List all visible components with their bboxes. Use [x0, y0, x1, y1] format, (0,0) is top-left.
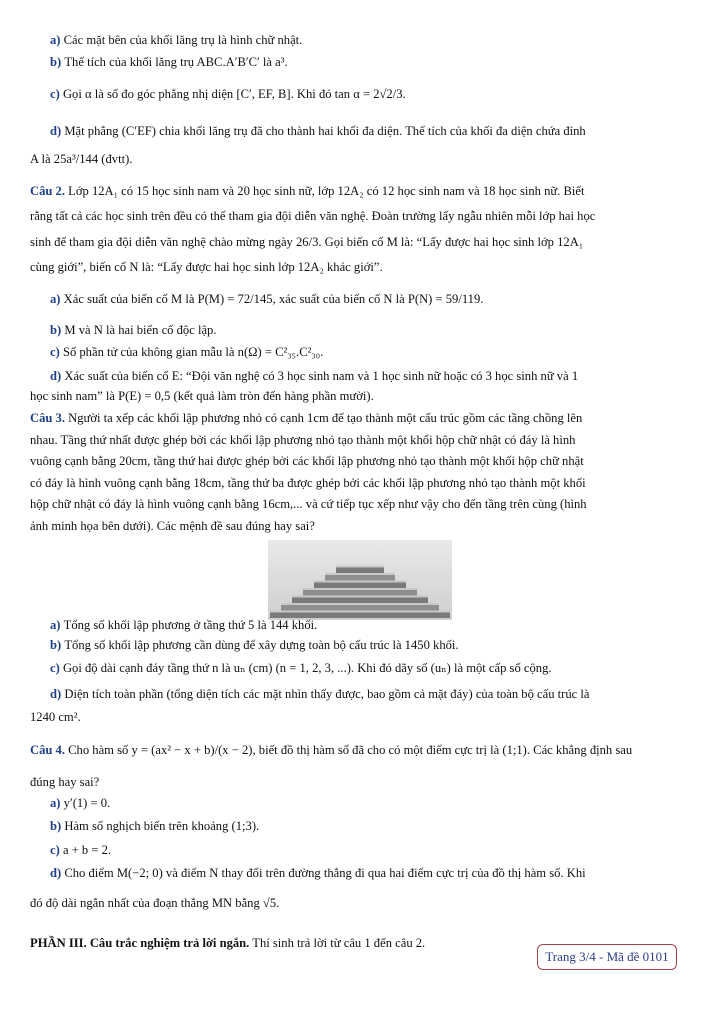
- q3-stem-line2: nhau. Tầng thứ nhất được ghép bởi các khối lập phương nhỏ tạo thành một khối hộp chữ nhật có đáy là hình: [30, 433, 576, 447]
- q2-item-d-cont: học sinh nam” là P(E) = 0,5 (kết quả làm tròn đến hàng phần mười).: [30, 389, 374, 403]
- q2-stem-line2: rằng tất cả các học sinh trên đều có thể tham gia đội diễn văn nghệ. Đoàn trường lấy ngẫu nhiên mỗi lớp hai học: [30, 209, 596, 223]
- q3-item-c: c) Gọi độ dài cạnh đáy tầng thứ n là uₙ (cm) (n = 1, 2, 3, ...). Khi đó dãy số (uₙ) là một cấp số cộng.: [50, 661, 552, 675]
- q2-stem-line4: cùng giới”, biến cố N là: “Lấy được hai học sinh lớp 12A₂ khác giới”.: [30, 260, 383, 274]
- q1-item-b: b) Thể tích của khối lăng trụ ABC.A′B′C′ là a³.: [50, 55, 288, 69]
- q1-item-d: d) Mặt phẳng (C′EF) chia khối lăng trụ đã cho thành hai khối đa diện. Thể tích của khối đa diện chứa đỉnh: [50, 124, 586, 138]
- pyramid-step-top: [303, 588, 417, 590]
- q3-stem-line5: hộp chữ nhật có đáy là hình vuông cạnh bằng 16cm,... và cứ tiếp tục xếp như vậy cho đến tầng trên cùng (hình: [30, 497, 587, 511]
- q3-item-d: d) Diện tích toàn phần (tổng diện tích các mặt nhìn thấy được, bao gồm cả mặt đáy) của toàn bộ cấu trúc là: [50, 687, 590, 701]
- q4-item-c: c) a + b = 2.: [50, 843, 112, 857]
- q4-item-d-cont: đó độ dài ngắn nhất của đoạn thẳng MN bằng √5.: [30, 896, 280, 910]
- page-number-badge: Trang 3/4 - Mã đề 0101: [537, 944, 677, 970]
- q2-item-d: d) Xác suất của biến cố E: “Đội văn nghệ có 3 học sinh nam và 1 học sinh nữ hoặc có 3 học sinh nữ và 1: [50, 369, 579, 383]
- q3-stem-line4: có đáy là hình vuông cạnh bằng 18cm, tầng thứ ba được ghép bởi các khối lập phương nhỏ tạo thành một khối: [30, 476, 586, 490]
- pyramid-step-top: [336, 566, 384, 568]
- q3-stem-line1: Câu 3. Người ta xếp các khối lập phương nhỏ có cạnh 1cm để tạo thành một cấu trúc gồm các tầng chồng lên: [30, 411, 583, 425]
- pyramid-step-top: [325, 573, 395, 575]
- q4-item-d: d) Cho điểm M(−2; 0) và điểm N thay đổi trên đường thẳng đi qua hai điểm cực trị của đồ thị hàm số. Khi: [50, 866, 586, 880]
- stepped-pyramid-figure: [268, 540, 452, 620]
- pyramid-step-top: [270, 611, 450, 613]
- q2-item-c: c) Số phần tử của không gian mẫu là n(Ω) = C²₃₅.C²₃₀.: [50, 345, 324, 359]
- q4-item-a: a) y′(1) = 0.: [50, 796, 111, 810]
- q2-item-a: a) Xác suất của biến cố M là P(M) = 72/145, xác suất của biến cố N là P(N) = 59/119.: [50, 292, 484, 306]
- q3-stem-line6: ảnh minh họa bên dưới). Các mệnh đề sau đúng hay sai?: [30, 519, 315, 533]
- pyramid-step-top: [292, 596, 428, 598]
- q1-item-d-cont: A là 25a³/144 (đvtt).: [30, 152, 133, 166]
- q4-stem-line2: đúng hay sai?: [30, 775, 100, 789]
- q4-stem-line1: Câu 4. Cho hàm số y = (ax² − x + b)/(x − 2), biết đồ thị hàm số đã cho có một điểm cực trị là (1;1). Các khẳng định sau: [30, 743, 633, 757]
- q4-item-b: b) Hàm số nghịch biến trên khoảng (1;3).: [50, 819, 260, 833]
- pyramid-step-top: [314, 581, 406, 583]
- q2-item-b: b) M và N là hai biến cố độc lập.: [50, 323, 217, 337]
- pyramid-step-top: [281, 603, 439, 605]
- part3-heading: PHẦN III. Câu trắc nghiệm trả lời ngắn. Thí sinh trả lời từ câu 1 đến câu 2.: [30, 936, 426, 950]
- q3-item-a: a) Tổng số khối lập phương ở tầng thứ 5 là 144 khối.: [50, 618, 318, 632]
- q2-stem-line3: sinh để tham gia đội diễn văn nghệ chào mừng ngày 26/3. Gọi biến cố M là: “Lấy được hai học sinh lớp 12A₁: [30, 235, 584, 249]
- q3-item-b: b) Tổng số khối lập phương cần dùng để xây dựng toàn bộ cấu trúc là 1450 khối.: [50, 638, 459, 652]
- q2-stem-line1: Câu 2. Lớp 12A₁ có 15 học sinh nam và 20 học sinh nữ, lớp 12A₂ có 12 học sinh nam và 18 học sinh nữ. Biết: [30, 184, 585, 198]
- q1-item-a: a) Các mặt bên của khối lăng trụ là hình chữ nhật.: [50, 33, 303, 47]
- q1-item-c: c) Gọi α là số đo góc phẳng nhị diện [C′, EF, B]. Khi đó tan α = 2√2/3.: [50, 87, 406, 101]
- q3-item-d-cont: 1240 cm².: [30, 710, 81, 724]
- q3-stem-line3: vuông cạnh bằng 20cm, tầng thứ hai được ghép bởi các khối lập phương nhỏ tạo thành một khối hộp chữ nhật: [30, 454, 584, 468]
- stepped-pyramid-icon: [268, 540, 452, 620]
